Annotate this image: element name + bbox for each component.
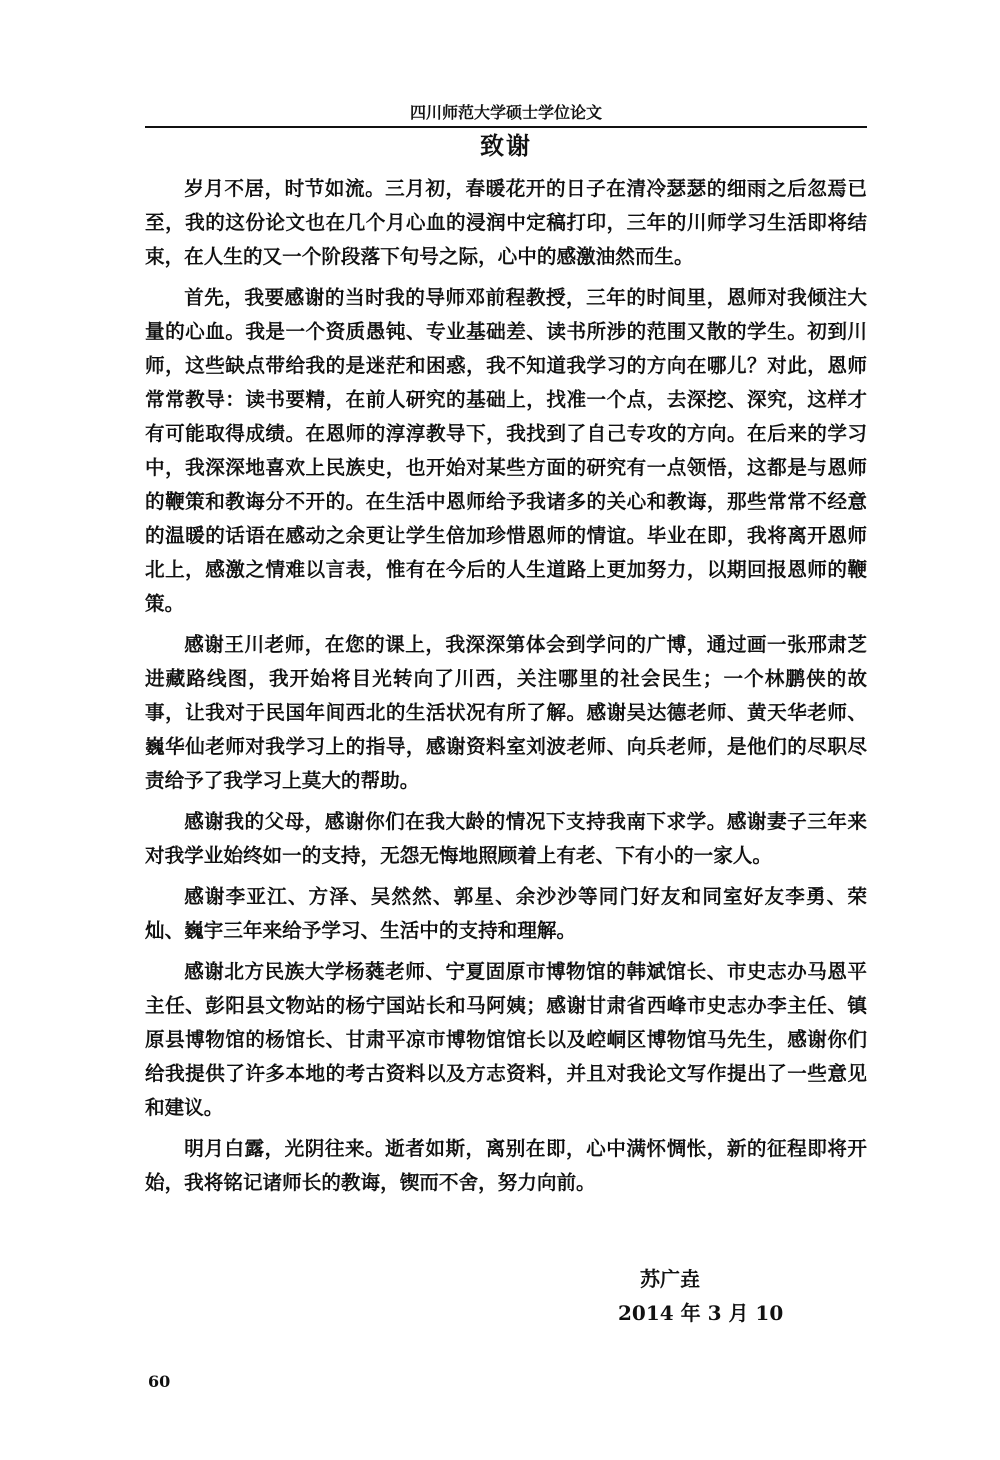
paragraph-6: 感谢北方民族大学杨蕤老师、宁夏固原市博物馆的韩斌馆长、市史志办马恩平主任、彭阳县文物站的杨宁国站长和马阿姨；感谢甘肃省西峰市史志办李主任、镇原县博物馆的杨馆长、甘肃平凉市博物馆馆长以及崆峒区博物馆马先生，感谢你们给我提供了许多本地的考古资料以及方志资料，并且对我论文写作提出了一些意见和建议。 — [145, 960, 867, 1119]
author-name: 苏广垚 — [640, 1267, 700, 1291]
paragraph-4: 感谢我的父母，感谢你们在我大龄的情况下支持我南下求学。感谢妻子三年来对我学业始终如一的支持，无怨无悔地照顾着上有老、下有小的一家人。 — [145, 810, 867, 867]
paragraph-1: 岁月不居，时节如流。三月初，春暖花开的日子在清冷瑟瑟的细雨之后忽焉已至，我的这份论文也在几个月心血的浸润中定稿打印，三年的川师学习生活即将结束，在人生的又一个阶段落下句号之际，心中的感激油然而生。 — [145, 177, 867, 268]
page-title: 致谢 — [480, 131, 532, 160]
paragraph-2: 首先，我要感谢的当时我的导师邓前程教授，三年的时间里，恩师对我倾注大量的心血。我是一个资质愚钝、专业基础差、读书所涉的范围又散的学生。初到川师，这些缺点带给我的是迷茫和困惑，我不知道我学习的方向在哪儿？对此，恩师常常教导：读书要精，在前人研究的基础上，找准一个点，去深挖、深究，这样才有可能取得成绩。在恩师的淳淳教导下，我找到了自己专攻的方向。在后来的学习中，我深深地喜欢上民族史，也开始对某些方面的研究有一点领悟，这都是与恩师的鞭策和教诲分不开的。在生活中恩师给予我诸多的关心和教诲，那些常常不经意的温暖的话语在感动之余更让学生倍加珍惜恩师的情谊。毕业在即，我将离开恩师北上，感激之情难以言表，惟有在今后的人生道路上更加努力，以期回报恩师的鞭策。 — [145, 286, 867, 615]
paragraph-3: 感谢王川老师，在您的课上，我深深第体会到学问的广博，通过画一张邢肃芝进藏路线图，我开始将目光转向了川西，关注哪里的社会民生；一个林鹏侠的故事，让我对于民国年间西北的生活状况有所了解。感谢吴达德老师、黄天华老师、巍华仙老师对我学习上的指导，感谢资料室刘波老师、向兵老师，是他们的尽职尽责给予了我学习上莫大的帮助。 — [145, 633, 867, 792]
page-number: 60 — [148, 1372, 171, 1391]
header-rule — [145, 126, 867, 128]
paragraph-5: 感谢李亚江、方泽、吴然然、郭星、余沙沙等同门好友和同室好友李勇、荣灿、巍宇三年来给予学习、生活中的支持和理解。 — [145, 885, 867, 942]
signature-date: 2014 年 3 月 10 — [618, 1301, 784, 1325]
running-header: 四川师范大学硕士学位论文 — [409, 103, 602, 122]
paragraph-7: 明月白露，光阴往来。逝者如斯，离别在即，心中满怀惆怅，新的征程即将开始，我将铭记诸师长的教诲，锲而不舍，努力向前。 — [145, 1137, 867, 1194]
acknowledgement-body — [145, 172, 867, 1207]
signature-block — [580, 1262, 800, 1330]
